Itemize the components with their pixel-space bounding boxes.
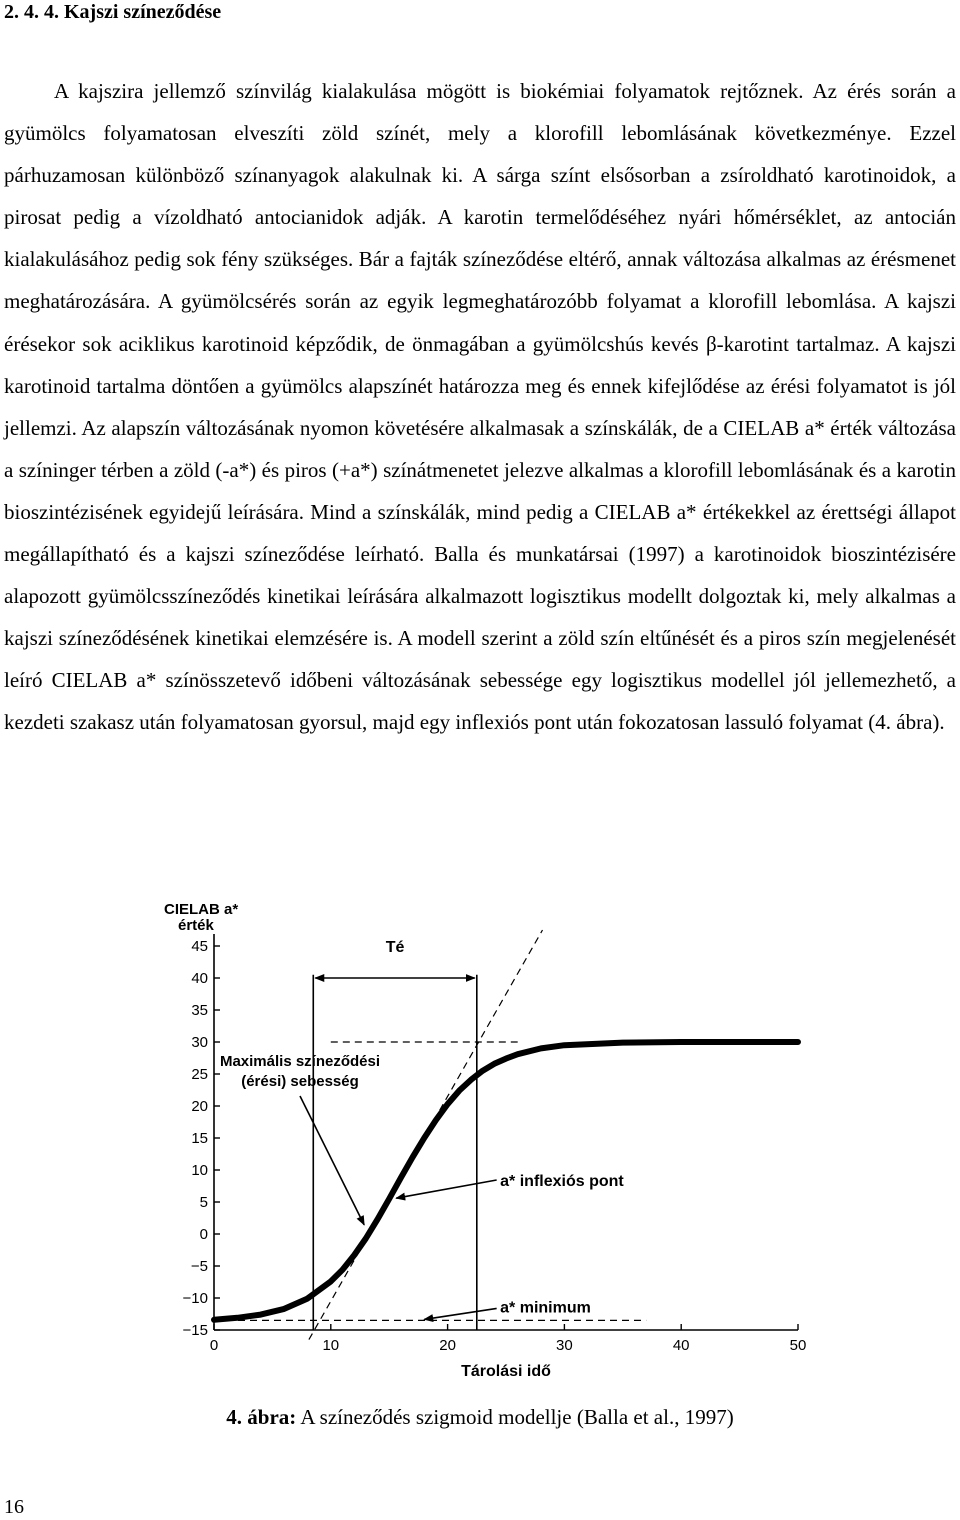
max-rate-arrow: [300, 1096, 364, 1225]
x-tick-label: 40: [672, 1337, 690, 1354]
y-tick-label: 5: [199, 1194, 208, 1211]
y-tick-label: −15: [182, 1322, 208, 1339]
y-tick-label: 20: [191, 1098, 208, 1115]
y-tick-label: 40: [191, 970, 208, 987]
x-tick-label: 30: [556, 1337, 573, 1354]
y-axis-label-line1: CIELAB a*: [164, 901, 239, 918]
minimum-label: a* minimum: [500, 1299, 591, 1317]
sigmoid-chart: [150, 890, 830, 1380]
caption-label: 4. ábra:: [226, 1405, 297, 1429]
x-tick-label: 20: [439, 1337, 456, 1354]
body-paragraph: A kajszira jellemző színvilág kialakulása mögött is biokémiai folyamatok rejtőznek. Az érés során a gyümölcs folyamatosan elveszíti zöld színét, mely a klorofill lebomlásának következménye. Ezzel párhuzamosan különböző színanyagok alakulnak ki. A sárga színt elsősorban a zsíroldható karotinoidok, a pirosat pedig a vízoldható antocianidok adják. A karotin termelődéséhez nyári hőmérséklet, az antocián kialakulásához pedig sok fény szükséges. Bár a fajták színeződése eltérő, annak változása alkalmas az érésmenet meghatározására. A gyümölcsérés során az egyik legmeghatározóbb folyamat a klorofill lebomlása. A kajszi érésekor sok aciklikus karotinoid képződik, de önmagában a gyümölcshús kevés β-karotint tartalmaz. A kajszi karotinoid tartalma döntően a gyümölcs alapszínét határozza meg és ennek kifejlődése az érési folyamatot is jól jellemzi. Az alapszín változásának nyomon követésére alkalmasak a színskálák, de a CIELAB a* érték változása a színinger térben a zöld (-a*) és piros (+a*) színátmenetet jelezve alkalmas a klorofill lebomlásának és a karotin bioszintézisének egyidejű leírására. Mind a színskálák, mind pedig a CIELAB a* értékekkel az érettségi állapot megállapítható és a kajszi színeződése leírható. Balla és munkatársai (1997) a karotinoidok bioszintézisére alapozott gyümölcsszíneződés kinetikai leírására alkalmazott logisztikus modellt dolgoztak ki, mely alkalmas a kajszi színeződésének kinetikai elemzésére is. A modell szerint a zöld szín eltűnését és a piros szín megjelenését leíró CIELAB a* színösszetevő időbeni változásának sebessége egy logisztikus modellel jól jellemezhető, a kezdeti szakasz után folyamatosan gyorsul, majd egy inflexiós pont után fokozatosan lassuló folyamat (4. ábra).: [4, 79, 956, 735]
y-tick-label: 35: [191, 1002, 208, 1019]
caption-text: A színeződés szigmoid modellje (Balla et al., 1997): [296, 1405, 734, 1429]
x-tick-label: 0: [209, 1337, 219, 1354]
page-number: 16: [4, 1496, 24, 1518]
inflection-label: a* inflexiós pont: [500, 1173, 624, 1190]
section-heading: 2. 4. 4. Kajszi színeződése: [4, 1, 222, 23]
y-tick-label: 30: [191, 1034, 208, 1051]
x-tick-label: 50: [789, 1337, 807, 1354]
te-label: Té: [385, 939, 405, 956]
y-tick-label: −10: [182, 1290, 208, 1307]
x-tick-label: 10: [322, 1337, 340, 1354]
y-tick-label: 0: [199, 1226, 208, 1243]
y-tick-label: −5: [190, 1258, 208, 1275]
x-axis-label: Tárolási idő: [461, 1363, 551, 1380]
y-tick-label: 45: [191, 938, 208, 955]
y-axis-label-line2: érték: [178, 917, 214, 934]
max-rate-label-line2: (érési) sebesség: [241, 1073, 359, 1090]
max-rate-label-line1: Maximális színeződési: [219, 1053, 381, 1070]
inflection-arrow: [396, 1180, 496, 1198]
figure-sigmoid-model: [150, 890, 830, 1380]
y-tick-label: 25: [191, 1066, 208, 1083]
figure-caption: [0, 1404, 960, 1430]
minimum-arrow: [424, 1308, 496, 1319]
y-tick-label: 15: [191, 1130, 208, 1147]
y-tick-label: 10: [191, 1162, 208, 1179]
